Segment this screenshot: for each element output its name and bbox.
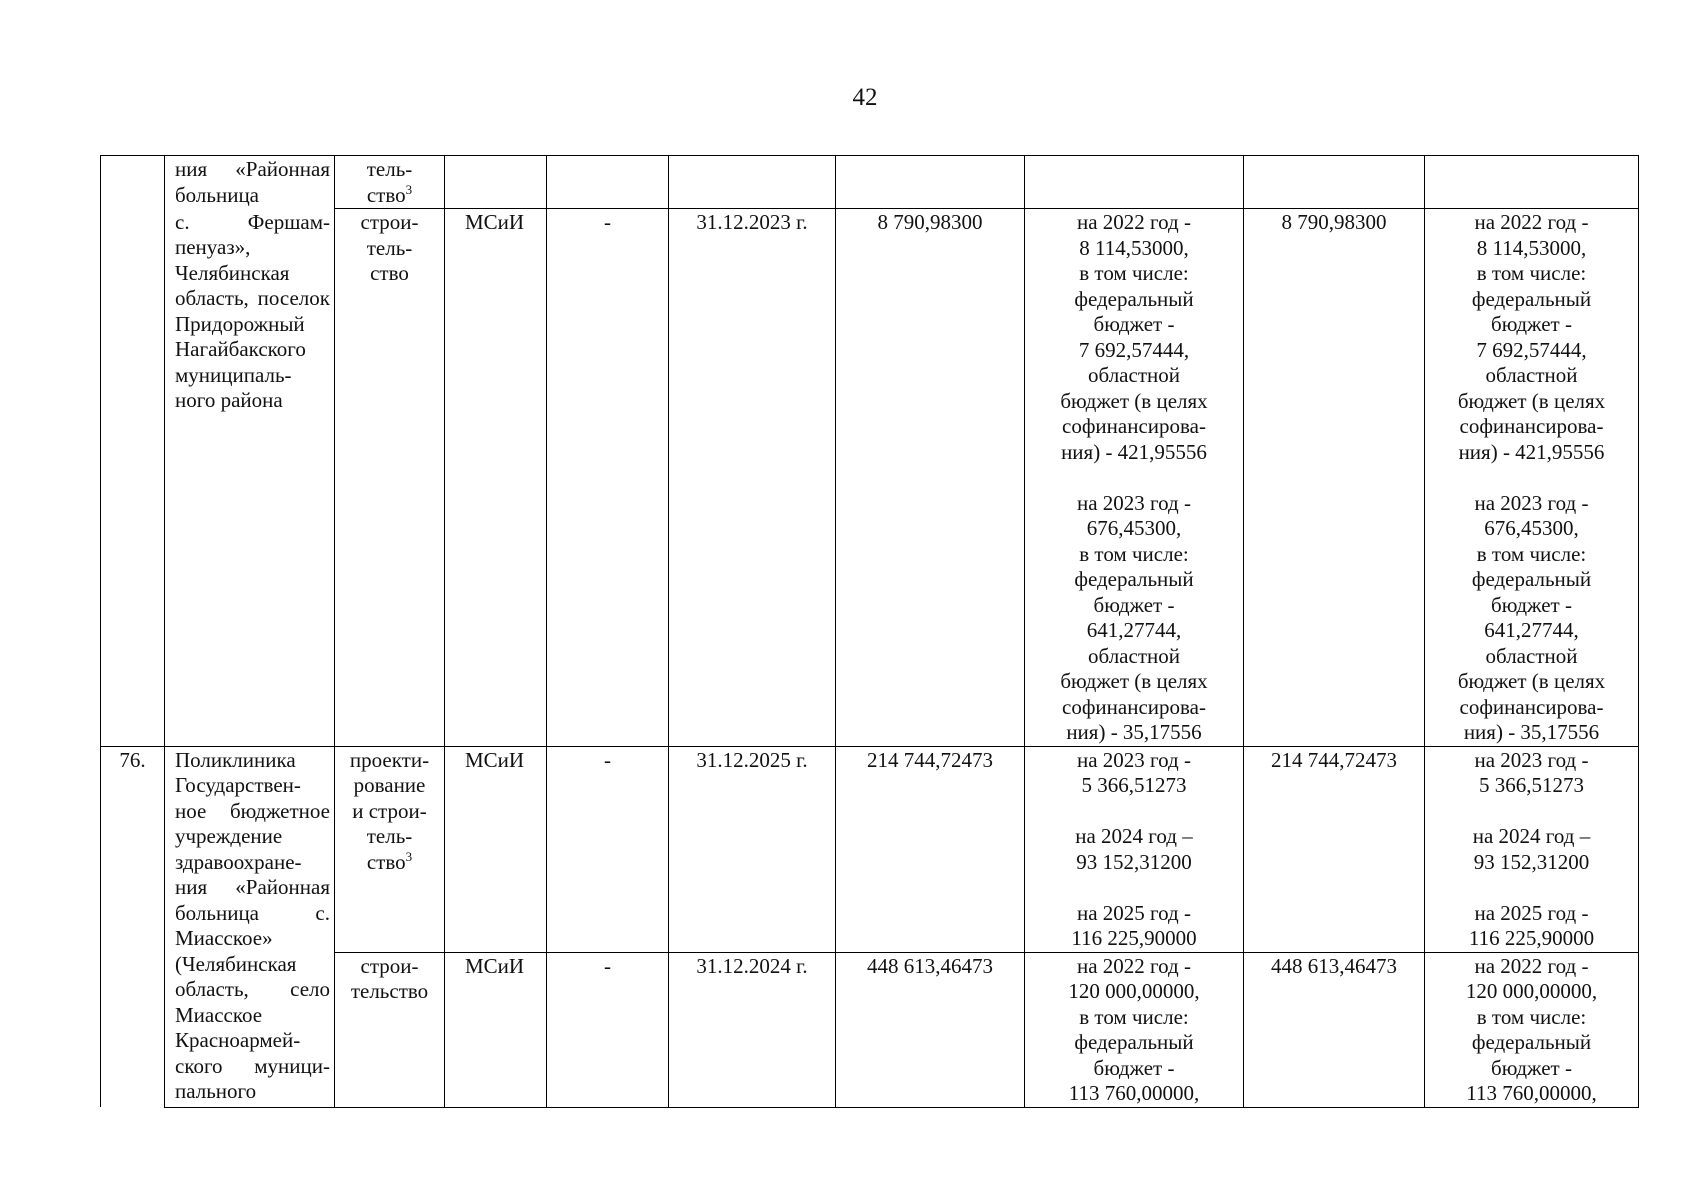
row-number-cell: 76. bbox=[101, 746, 165, 1107]
estimated-cost-cell: 448 613,46473 bbox=[836, 952, 1025, 1107]
empty-cell bbox=[1025, 156, 1244, 209]
funding-schedule-cell: на 2022 год - 8 114,53000, в том числе: федеральный бюджет - 7 692,57444, областной бюджет (в целях софинансирова- ния) - 421,95556 на 2023 год - 676,45300, в том числе: федеральный бюджет - 641,27744, областной бюджет (в целях софинансирова- ния) - 35,17556 bbox=[1025, 209, 1244, 747]
total-cost-cell: 214 744,72473 bbox=[1244, 746, 1425, 952]
total-funding-cell: на 2022 год - 8 114,53000, в том числе: федеральный бюджет - 7 692,57444, областной бюджет (в целях софинансирова- ния) - 421,95556 на 2023 год - 676,45300, в том числе: федеральный бюджет - 641,27744, областной бюджет (в целях софинансирова- ния) - 35,17556 bbox=[1425, 209, 1639, 747]
deadline-cell: 31.12.2025 г. bbox=[669, 746, 836, 952]
row-number-cell bbox=[101, 156, 165, 747]
footnote-mark: 3 bbox=[405, 848, 413, 864]
work-type-cell: строи- тель- ство bbox=[335, 209, 445, 747]
empty-cell bbox=[836, 156, 1025, 209]
customer-cell: МСиИ bbox=[445, 952, 547, 1107]
total-funding-cell: на 2023 год - 5 366,51273 на 2024 год – 93 152,31200 на 2025 год - 116 225,90000 bbox=[1425, 746, 1639, 952]
table-row bbox=[101, 746, 1639, 952]
capacity-cell: - bbox=[547, 209, 669, 747]
work-type-text: тель- ство bbox=[366, 157, 413, 207]
construction-objects-table bbox=[100, 155, 1639, 1108]
work-type-cell bbox=[335, 156, 445, 209]
capacity-cell: - bbox=[547, 952, 669, 1107]
empty-cell bbox=[1425, 156, 1639, 209]
work-type-text: проекти- рование и строи- тель- ство bbox=[349, 747, 430, 874]
empty-cell bbox=[445, 156, 547, 209]
estimated-cost-cell: 8 790,98300 bbox=[836, 209, 1025, 747]
empty-cell bbox=[669, 156, 836, 209]
footnote-mark: 3 bbox=[405, 181, 413, 197]
empty-cell bbox=[1244, 156, 1425, 209]
total-funding-cell: на 2022 год - 120 000,00000, в том числе: федеральный бюджет - 113 760,00000, bbox=[1425, 952, 1639, 1107]
funding-schedule-cell: на 2023 год - 5 366,51273 на 2024 год – 93 152,31200 на 2025 год - 116 225,90000 bbox=[1025, 746, 1244, 952]
object-name-cell: ния «Районная больница bbox=[165, 156, 335, 209]
page-number: 42 bbox=[852, 84, 878, 111]
funding-schedule-cell: на 2022 год - 120 000,00000, в том числе: федеральный бюджет - 113 760,00000, bbox=[1025, 952, 1244, 1107]
object-name-cell: с. Фершам-пенуаз», Челябинская область, поселок Придорожный Нагайбакского муниципаль-ного района bbox=[165, 209, 335, 747]
work-type-cell: строи- тельство bbox=[335, 952, 445, 1107]
total-cost-cell: 8 790,98300 bbox=[1244, 209, 1425, 747]
capacity-cell: - bbox=[547, 746, 669, 952]
customer-cell: МСиИ bbox=[445, 209, 547, 747]
estimated-cost-cell: 214 744,72473 bbox=[836, 746, 1025, 952]
object-name-cell: Поликлиника Государствен-ное бюджетное учреждение здравоохране-ния «Районная больница с. Миасское» (Челябинская область, село Миасское Красноармей-ского муници-пального bbox=[165, 746, 335, 1107]
customer-cell: МСиИ bbox=[445, 746, 547, 952]
table-row bbox=[101, 209, 1639, 747]
total-cost-cell: 448 613,46473 bbox=[1244, 952, 1425, 1107]
deadline-cell: 31.12.2024 г. bbox=[669, 952, 836, 1107]
empty-cell bbox=[547, 156, 669, 209]
deadline-cell: 31.12.2023 г. bbox=[669, 209, 836, 747]
work-type-cell bbox=[335, 746, 445, 952]
table-row bbox=[101, 156, 1639, 209]
